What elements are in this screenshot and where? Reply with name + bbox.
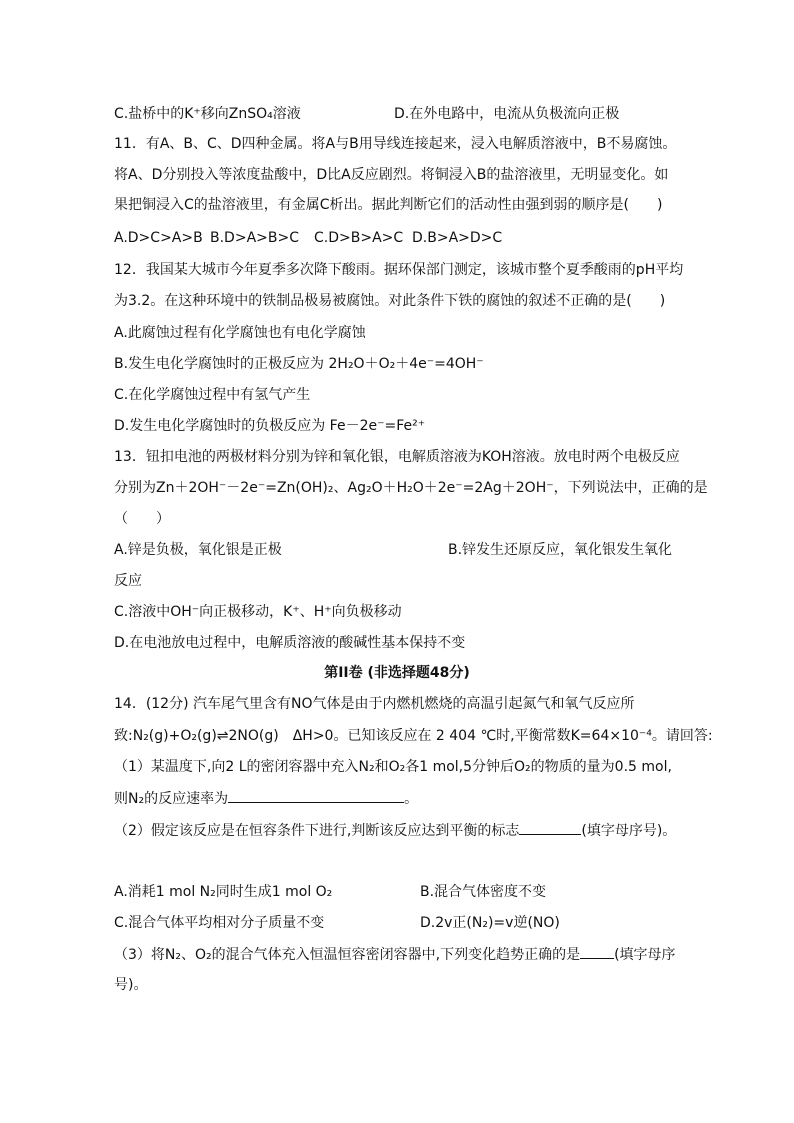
q12-line2: 为3.2。在这种环境中的铁制品极易被腐蚀。对此条件下铁的腐蚀的叙述不正确的是( )	[114, 293, 666, 309]
q13-line3: （ ）	[114, 511, 170, 527]
q14-line2: 致:N₂(g)+O₂(g)⇌2NO(g) ΔH>0。已知该反应在 2 404 ℃时,平衡常数K=64×10⁻⁴。请回答:	[114, 728, 713, 744]
q10-option-c: C.盐桥中的K⁺移向ZnSO₄溶液	[114, 106, 301, 122]
q12-option-b: B.发生电化学腐蚀时的正极反应为 2H₂O＋O₂＋4e⁻=4OH⁻	[114, 356, 484, 372]
q11-option-c: C.D>B>A>C	[314, 230, 404, 246]
q14-option-b: B.混合气体密度不变	[420, 884, 547, 900]
q14-part3-end: (填字母序	[614, 947, 676, 963]
q14-part1-answer-blank[interactable]	[228, 788, 404, 803]
q14-part3-line1	[114, 944, 676, 965]
q14-part2-end: (填字母序号)。	[581, 823, 677, 839]
q11-option-a: A.D>C>A>B	[114, 230, 203, 246]
q10-options-cd	[114, 104, 620, 124]
q14-part1-line1: （1）某温度下,向2 L的密闭容器中充入N₂和O₂各1 mol,5分钟后O₂的物质的量为0.5 mol,	[114, 759, 672, 775]
q13-line2: 分别为Zn＋2OH⁻－2e⁻=Zn(OH)₂、Ag₂O＋H₂O＋2e⁻=2Ag＋2OH⁻，下列说法中，正确的是	[114, 480, 708, 496]
q11-options	[114, 228, 502, 248]
q14-option-c: C.混合气体平均相对分子质量不变	[114, 915, 325, 931]
section-title: 第II卷 (非选择题48分)	[324, 665, 470, 681]
q13-option-b: B.锌发生还原反应，氧化银发生氧化	[448, 542, 673, 558]
q13-line1: 13．钮扣电池的两极材料分别为锌和氧化银，电解质溶液为KOH溶液。放电时两个电极反应	[114, 449, 680, 465]
q14-part3-line2: 号)。	[114, 977, 148, 993]
q11-option-b: B.D>A>B>C	[210, 230, 299, 246]
q13-option-b-cont: 反应	[114, 573, 142, 589]
q14-part3-prompt: （3）将N₂、O₂的混合气体充入恒温恒容密闭容器中,下列变化趋势正确的是	[114, 947, 581, 963]
q14-part2	[114, 820, 676, 841]
q12-option-a: A.此腐蚀过程有化学腐蚀也有电化学腐蚀	[114, 325, 366, 341]
q14-options-ab	[114, 882, 547, 902]
q11-option-d: D.B>A>D>C	[412, 230, 503, 246]
q14-part2-prompt: （2）假定该反应是在恒容条件下进行,判断该反应达到平衡的标志	[114, 823, 520, 839]
q13-option-c: C.溶液中OH⁻向正极移动，K⁺、H⁺向负极移动	[114, 604, 402, 620]
q14-options-cd	[114, 913, 560, 933]
q14-option-d: D.2v正(N₂)=v逆(NO)	[420, 915, 560, 931]
q13-options-ab	[114, 540, 673, 560]
q12-line1: 12．我国某大城市今年夏季多次降下酸雨。据环保部门测定，该城市整个夏季酸雨的pH平均	[114, 262, 684, 278]
q14-part1-prompt: 则N₂的反应速率为	[114, 791, 229, 807]
q11-line1: 11．有A、B、C、D四种金属。将A与B用导线连接起来，浸入电解质溶液中，B不易腐蚀。	[114, 136, 677, 152]
q12-option-d: D.发生电化学腐蚀时的负极反应为 Fe－2e⁻=Fe²⁺	[114, 418, 426, 434]
q10-option-d: D.在外电路中，电流从负极流向正极	[394, 106, 620, 122]
q14-option-a: A.消耗1 mol N₂同时生成1 mol O₂	[114, 884, 333, 900]
q11-line3: 果把铜浸入C的盐溶液里，有金属C析出。据此判断它们的活动性由强到弱的顺序是( )	[114, 197, 663, 213]
q13-option-d: D.在电池放电过程中，电解质溶液的酸碱性基本保持不变	[114, 635, 466, 651]
q14-line1: 14．(12分) 汽车尾气里含有NO气体是由于内燃机燃烧的高温引起氮气和氧气反应所	[114, 696, 635, 712]
q14-part1-end: 。	[404, 791, 419, 807]
q11-line2: 将A、D分别投入等浓度盐酸中，D比A反应剧烈。将铜浸入B的盐溶液里，无明显变化。如	[114, 167, 669, 183]
q14-part1-line2	[114, 788, 418, 809]
q14-part3-answer-blank[interactable]	[580, 944, 614, 959]
q14-part2-answer-blank[interactable]	[519, 820, 581, 835]
q13-option-a: A.锌是负极，氧化银是正极	[114, 542, 282, 558]
q12-option-c: C.在化学腐蚀过程中有氢气产生	[114, 387, 311, 403]
